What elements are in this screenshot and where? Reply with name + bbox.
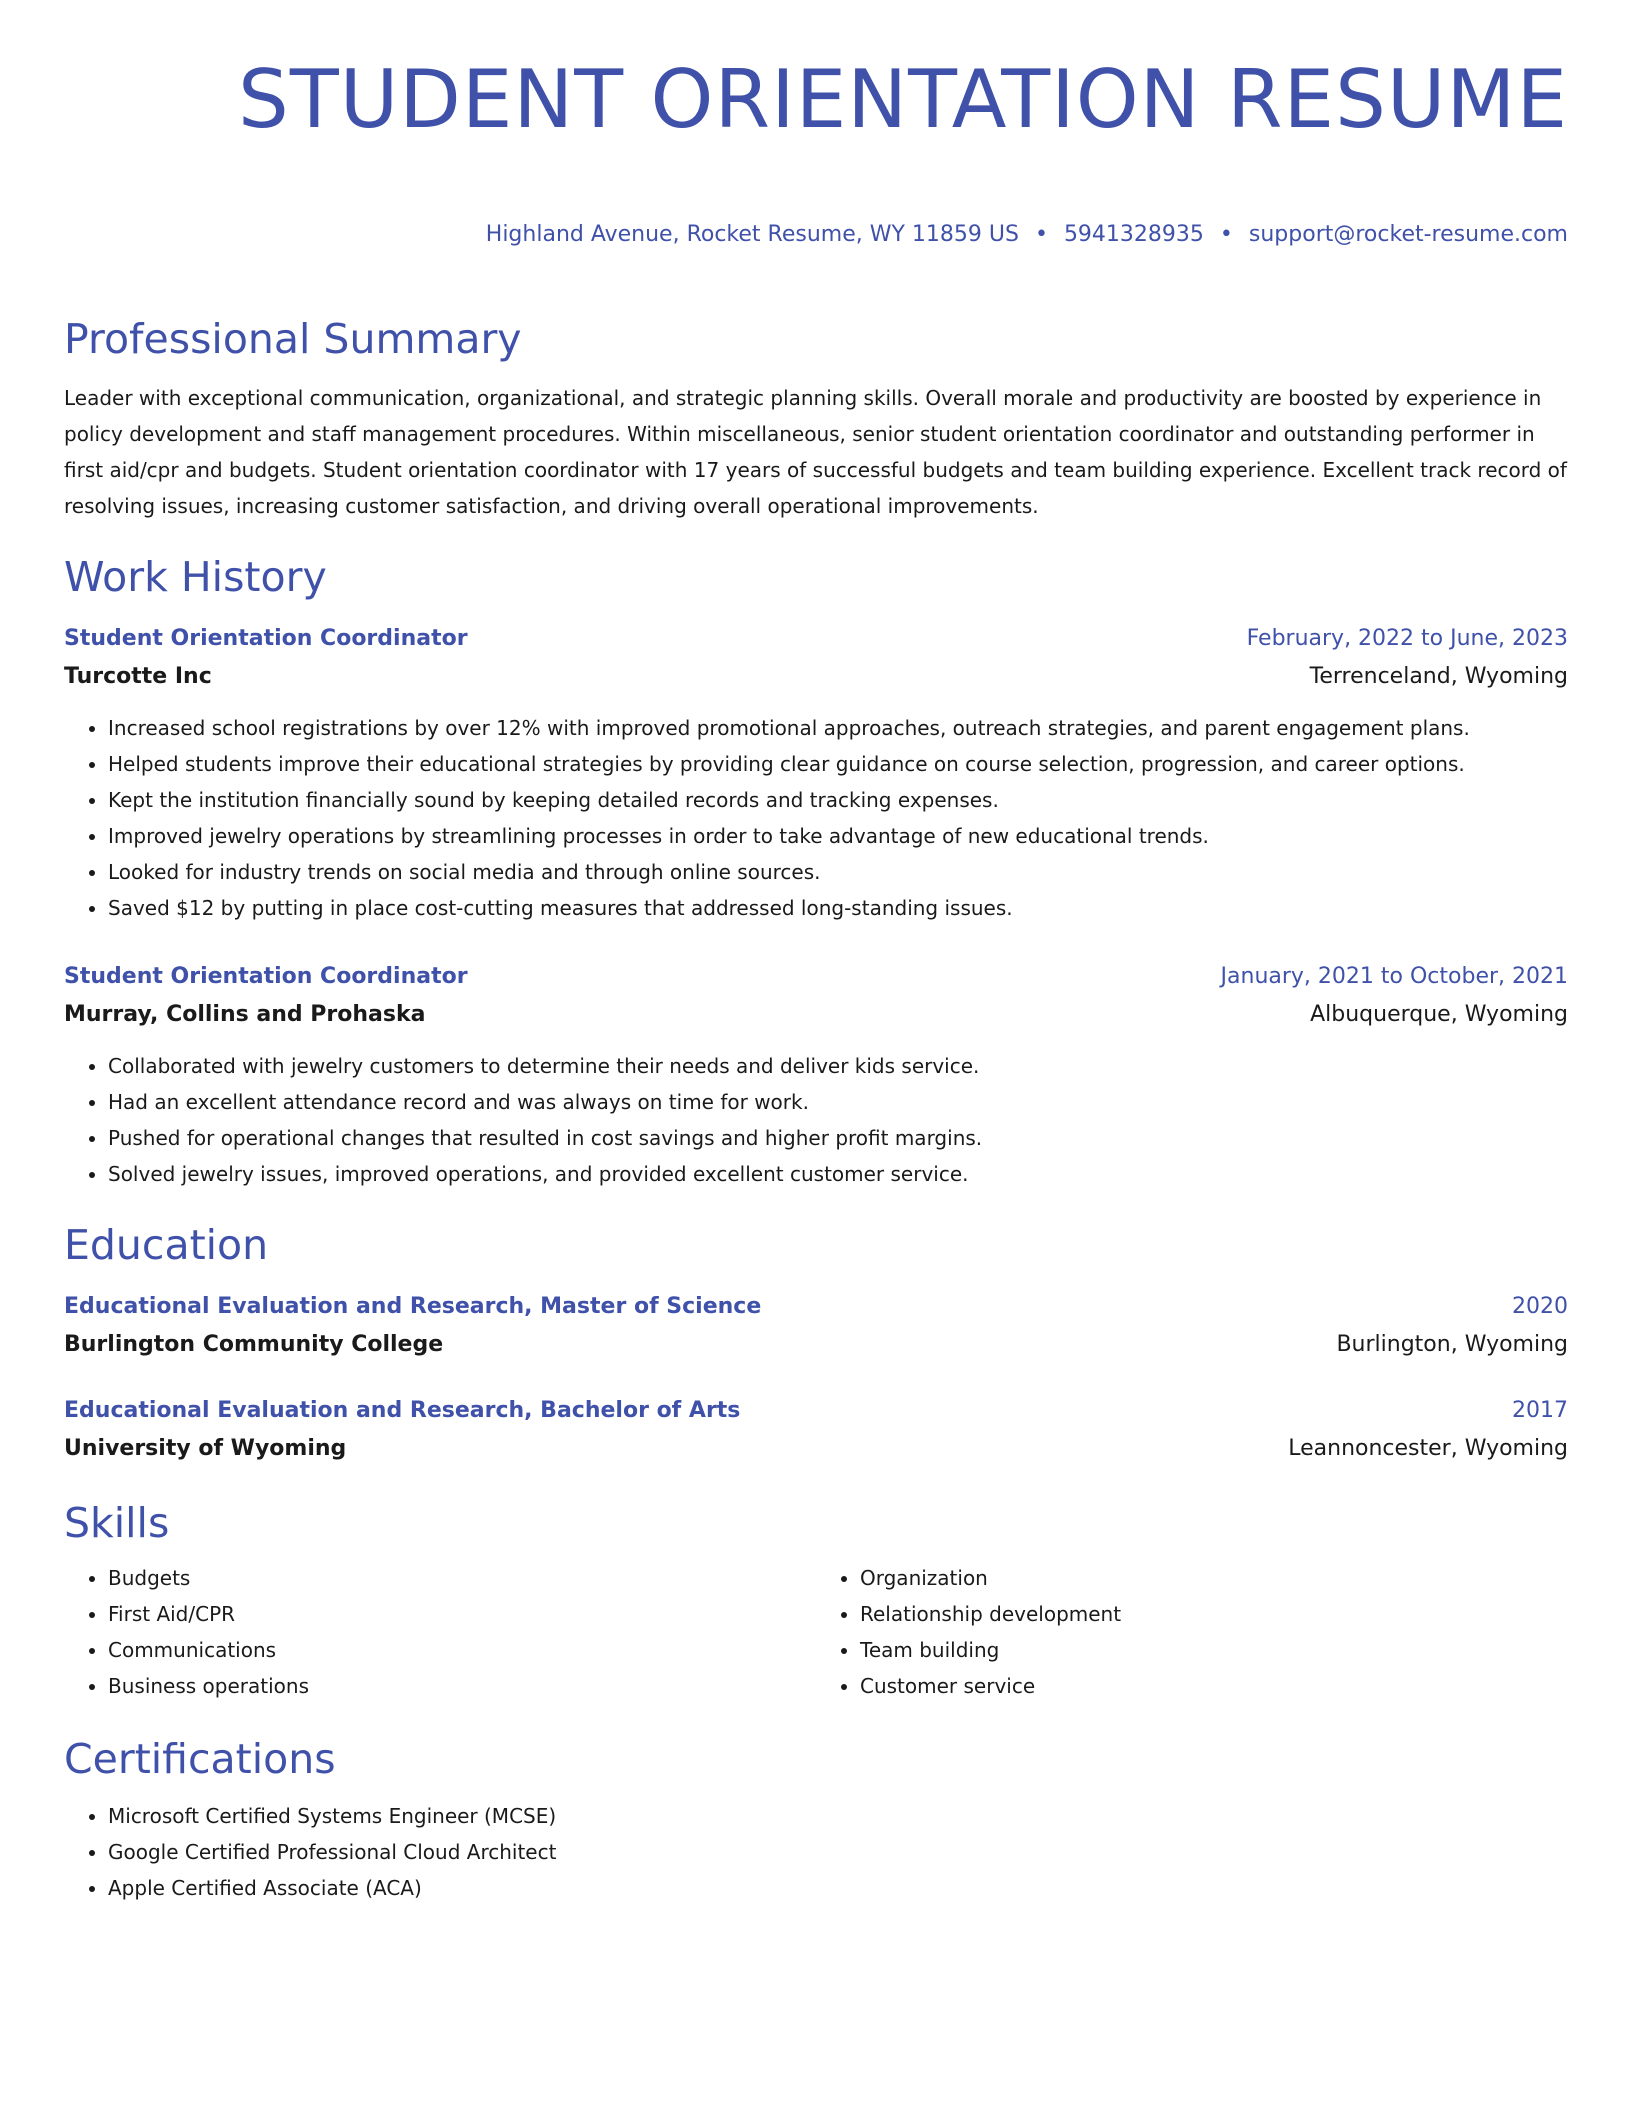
education-degree-row <box>64 1288 1568 1326</box>
email-link[interactable]: support@rocket-resume.com <box>1248 222 1568 247</box>
certification-item: • Apple Certified Associate (ACA) <box>108 1870 1568 1906</box>
job-bullet: • Kept the institution financially sound by keeping detailed records and tracking expenses. <box>108 782 1568 818</box>
skill-item: • Organization <box>860 1560 1568 1596</box>
job-bullets <box>64 710 1568 926</box>
skill-item: • Team building <box>860 1632 1568 1668</box>
job-bullet: • Looked for industry trends on social media and through online sources. <box>108 854 1568 890</box>
skill-item: • Business operations <box>108 1668 816 1704</box>
job-title: Student Orientation Coordinator <box>64 626 468 651</box>
summary-text: Leader with exceptional communication, organizational, and strategic planning skills. Overall morale and productivity are boosted by experience in policy development and staff management procedures. Within miscellaneous, senior student orientation coordinator and outstanding performer in first aid/cpr and budgets. Student orientation coordinator with 17 years of successful budgets and team building experience. Excellent track record of resolving issues, increasing customer satisfaction, and driving overall operational improvements. <box>64 386 1567 518</box>
work-history-heading: Work History <box>64 553 327 601</box>
phone-text: 5941328935 <box>1063 222 1204 247</box>
job-company-row <box>64 658 1568 696</box>
skills-list-right <box>816 1560 1568 1704</box>
skill-item: • Communications <box>108 1632 816 1668</box>
skills-grid <box>64 1560 1568 1704</box>
job-bullet: • Helped students improve their educational strategies by providing clear guidance on course selection, progression, and career options. <box>108 746 1568 782</box>
job-bullet: • Improved jewelry operations by streamlining processes in order to take advantage of new educational trends. <box>108 818 1568 854</box>
skill-item: • Budgets <box>108 1560 816 1596</box>
education-degree: Educational Evaluation and Research, Bachelor of Arts <box>64 1398 741 1423</box>
education-degree-row <box>64 1392 1568 1430</box>
job-bullets <box>64 1048 1568 1192</box>
job-dates: January, 2021 to October, 2021 <box>1220 964 1568 989</box>
education-location: Leannoncester, Wyoming <box>1288 1436 1568 1461</box>
job-title-row <box>64 620 1568 658</box>
job-title: Student Orientation Coordinator <box>64 964 468 989</box>
job-company-row <box>64 996 1568 1034</box>
education-year: 2020 <box>1512 1294 1568 1319</box>
job-bullet: • Pushed for operational changes that resulted in cost savings and higher profit margins. <box>108 1120 1568 1156</box>
skill-item: • Customer service <box>860 1668 1568 1704</box>
job-location: Albuquerque, Wyoming <box>1310 1002 1568 1027</box>
certifications-list <box>64 1798 1568 1906</box>
job-entry <box>64 958 1568 1192</box>
contact-separator: • <box>1034 222 1048 247</box>
job-dates: February, 2022 to June, 2023 <box>1246 626 1568 651</box>
resume-name: STUDENT ORIENTATION RESUME <box>238 53 1568 146</box>
job-company: Turcotte Inc <box>64 664 212 689</box>
contact-separator: • <box>1219 222 1233 247</box>
job-entry <box>64 620 1568 926</box>
education-entry <box>64 1288 1568 1364</box>
certification-item: • Microsoft Certified Systems Engineer (MCSE) <box>108 1798 1568 1834</box>
education-school-row <box>64 1326 1568 1364</box>
job-bullet: • Increased school registrations by over 12% with improved promotional approaches, outreach strategies, and parent engagement plans. <box>108 710 1568 746</box>
job-location: Terrenceland, Wyoming <box>1309 664 1568 689</box>
address-text: Highland Avenue, Rocket Resume, WY 11859 US <box>485 222 1019 247</box>
job-bullet: • Saved $12 by putting in place cost-cutting measures that addressed long-standing issues. <box>108 890 1568 926</box>
education-school-row <box>64 1430 1568 1468</box>
skills-heading: Skills <box>64 1499 170 1547</box>
skills-list-left <box>64 1560 816 1704</box>
contact-line <box>64 220 1568 250</box>
skill-item: • First Aid/CPR <box>108 1596 816 1632</box>
job-bullet: • Had an excellent attendance record and was always on time for work. <box>108 1084 1568 1120</box>
education-heading: Education <box>64 1221 269 1269</box>
education-location: Burlington, Wyoming <box>1336 1332 1568 1357</box>
education-school: Burlington Community College <box>64 1332 444 1357</box>
job-title-row <box>64 958 1568 996</box>
certifications-heading: Certifications <box>64 1735 336 1783</box>
education-school: University of Wyoming <box>64 1436 347 1461</box>
education-year: 2017 <box>1512 1398 1568 1423</box>
education-entry <box>64 1392 1568 1468</box>
certification-item: • Google Certified Professional Cloud Architect <box>108 1834 1568 1870</box>
skill-item: • Relationship development <box>860 1596 1568 1632</box>
summary-heading: Professional Summary <box>64 315 522 363</box>
job-bullet: • Collaborated with jewelry customers to determine their needs and deliver kids service. <box>108 1048 1568 1084</box>
job-company: Murray, Collins and Prohaska <box>64 1002 426 1027</box>
job-bullet: • Solved jewelry issues, improved operations, and provided excellent customer service. <box>108 1156 1568 1192</box>
education-degree: Educational Evaluation and Research, Master of Science <box>64 1294 762 1319</box>
